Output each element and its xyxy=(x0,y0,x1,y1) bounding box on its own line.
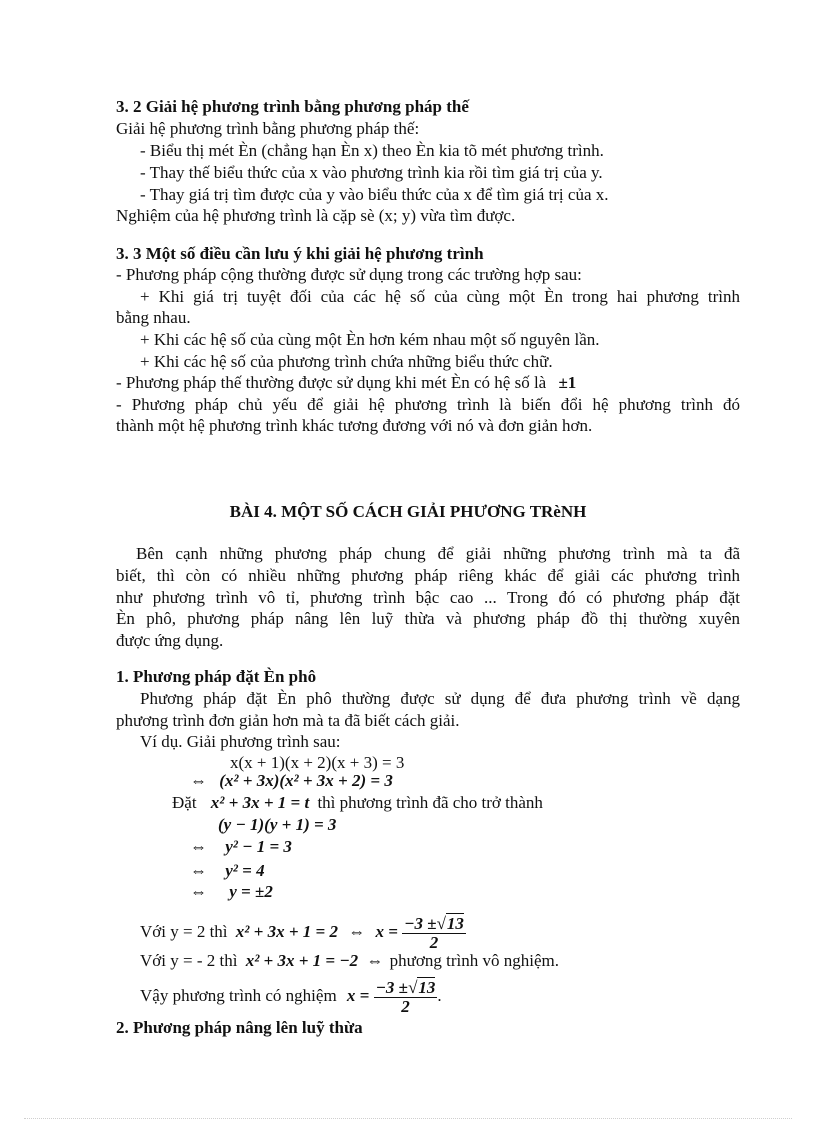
case-2: + Khi các hệ số của cùng một Èn hơn kém nhau một số nguyên lần. xyxy=(140,330,600,349)
equation-original: x(x + 1)(x + 2)(x + 3) = 3 xyxy=(230,753,405,772)
iff-symbol: ⇔ xyxy=(366,951,384,970)
equation-y-squared: y² = 4 xyxy=(225,861,265,880)
section-3-2-heading: 3. 2 Giải hệ phương trình bằng phương pháp thế xyxy=(116,97,469,116)
x-equals: x = xyxy=(346,986,370,1005)
equation-y-squared-minus-1: y² − 1 = 3 xyxy=(225,837,292,856)
case-3: + Khi các hệ số của phương trình chứa những biểu thức chữ. xyxy=(140,352,553,371)
case-y-equals-2 xyxy=(140,912,466,952)
note-substitution-text: - Phương pháp thế thường được sử dụng khi mét Èn có hệ số là xyxy=(116,373,547,392)
iff-symbol: ⇔ xyxy=(348,922,366,941)
case-1-line-b: bằng nhau. xyxy=(116,308,191,327)
intro-line-3: như phương trình vô tỉ, phương trình bậc cao ... Trong đó có phương pháp đặt xyxy=(116,588,740,607)
note-main-method-b: thành một hệ phương trình khác tương đương với nó và đơn giản hơn. xyxy=(116,416,593,435)
fraction-denominator: 2 xyxy=(401,996,410,1016)
iff-symbol: ⇔ xyxy=(190,837,207,856)
case-2-prefix: Với y = - 2 thì xyxy=(140,951,238,970)
case-2-tail: phương trình vô nghiệm. xyxy=(389,951,559,970)
lesson-4-title: BÀI 4. MỘT SỐ CÁCH GIẢI PHƯƠNG TRèNH xyxy=(229,502,587,521)
iff-symbol: ⇔ xyxy=(190,882,207,901)
substitution-tail: thì phương trình đã cho trở thành xyxy=(317,793,543,812)
intro-line-5: được ứng dụng. xyxy=(116,631,224,650)
equation-step-1 xyxy=(190,770,393,791)
equation-in-y: (y − 1)(y + 1) = 3 xyxy=(218,815,337,834)
intro-line-2: biết, thì còn có nhiều những phương pháp riêng khác để giải các phương trình xyxy=(116,566,740,585)
plus-minus-one: ±1 xyxy=(558,373,577,392)
note-main-method-a: - Phương pháp chủ yếu để giải hệ phương trình là biến đổi hệ phương trình đó xyxy=(116,395,740,414)
section-3-2-conclusion: Nghiệm của hệ phương trình là cặp sè (x; y) vừa tìm được. xyxy=(116,206,516,225)
step-2: - Thay thế biểu thức của x vào phương trình kia rồi tìm giá trị của y. xyxy=(140,163,603,182)
equation-factored: (x² + 3x)(x² + 3x + 2) = 3 xyxy=(219,771,393,790)
section-3-3-heading: 3. 3 Một số điều cần lưu ý khi giải hệ phương trình xyxy=(116,244,484,263)
x-equals: x = xyxy=(375,922,398,941)
equation-step-5 xyxy=(190,881,273,902)
substitution-label: Đặt xyxy=(172,793,197,812)
intro-line-1: Bên cạnh những phương pháp chung để giải những phương trình mà ta đã xyxy=(136,544,740,563)
equation-step-4 xyxy=(190,860,265,881)
method-1-desc-1: Phương pháp đặt Èn phô thường được sử dụng để đưa phương trình về dạng xyxy=(140,689,740,708)
method-1-heading: 1. Phương pháp đặt Èn phô xyxy=(116,667,317,686)
fraction-numerator: −3 ± xyxy=(404,913,437,933)
section-3-2-intro: Giải hệ phương trình bằng phương pháp thế: xyxy=(116,119,420,138)
step-1: - Biểu thị mét Èn (chẳng hạn Èn x) theo Èn kia tõ mét phương trình. xyxy=(140,141,604,160)
conclusion-prefix: Vậy phương trình có nghiệm xyxy=(140,986,337,1005)
iff-symbol: ⇔ xyxy=(190,771,207,790)
fraction-denominator: 2 xyxy=(429,932,439,952)
case-1-equation: x² + 3x + 1 = 2 xyxy=(235,922,338,941)
solution-fraction: $\frac{-3 \pm√13}{2}$ xyxy=(404,913,464,952)
step-3: - Thay giá trị tìm được của y vào biểu thức của x để tìm giá trị của x. xyxy=(140,185,609,204)
note-addition-method: - Phương pháp cộng thường được sử dụng trong các trường hợp sau: xyxy=(116,265,582,284)
intro-line-4: Èn phô, phương pháp nâng lên luỹ thừa và phương pháp đồ thị thường xuyên xyxy=(116,609,740,628)
case-y-equals-minus-2 xyxy=(140,950,559,971)
fraction-numerator: −3 ± xyxy=(375,977,408,997)
radicand: 13 xyxy=(446,913,464,933)
substitution-line xyxy=(172,792,543,813)
substitution-expression: x² + 3x + 1 = t xyxy=(210,793,310,812)
radicand: 13 xyxy=(418,977,436,997)
case-1-prefix: Với y = 2 thì xyxy=(140,922,228,941)
conclusion-period: . xyxy=(437,986,442,1005)
equation-y-solution: y = ±2 xyxy=(229,882,273,901)
method-1-desc-2: phương trình đơn giản hơn mà ta đã biết cách giải. xyxy=(116,711,460,730)
method-2-heading: 2. Phương pháp nâng lên luỹ thừa xyxy=(116,1018,363,1037)
case-2-equation: x² + 3x + 1 = −2 xyxy=(245,951,359,970)
case-1-line-a: + Khi giá trị tuyệt đối của các hệ số của cùng một Èn trong hai phương trình xyxy=(140,287,740,306)
example-label: Ví dụ. Giải phương trình sau: xyxy=(140,732,341,751)
conclusion-fraction: $\frac{-3 \pm√13}{2}$ xyxy=(375,977,436,1016)
conclusion-line xyxy=(140,976,442,1016)
note-substitution-method xyxy=(116,372,576,393)
page-bottom-divider xyxy=(24,1118,792,1119)
equation-step-3 xyxy=(190,836,292,857)
iff-symbol: ⇔ xyxy=(190,861,207,880)
